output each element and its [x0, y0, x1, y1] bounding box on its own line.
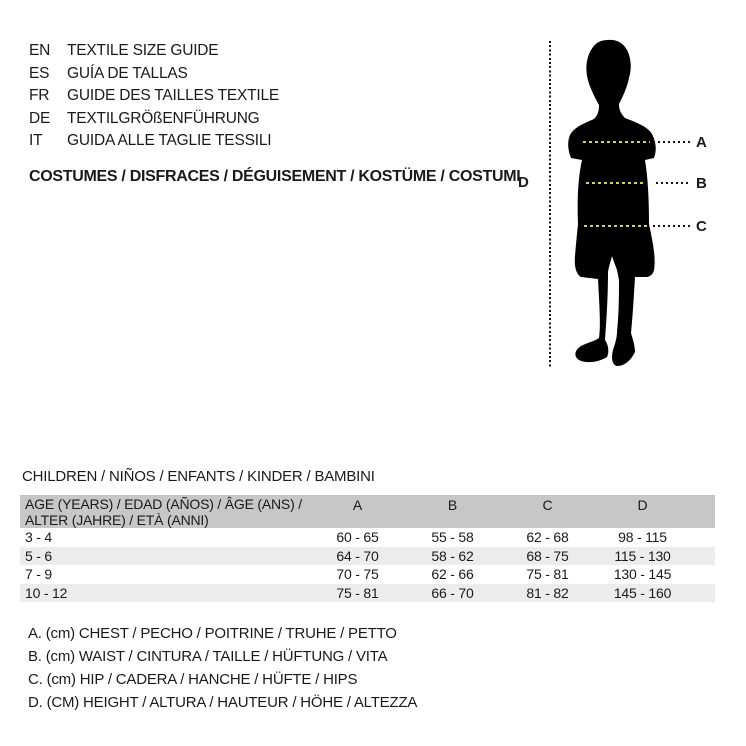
age-cell: 5 - 6 — [25, 547, 53, 564]
language-code: FR — [29, 87, 50, 105]
table-row — [20, 565, 715, 584]
chest-line-extension — [658, 141, 690, 143]
language-code: DE — [29, 109, 51, 127]
table-section-title: CHILDREN / NIÑOS / ENFANTS / KINDER / BAMBINI — [22, 468, 375, 485]
chest-line-on-body — [583, 141, 650, 143]
language-title: GUIDE DES TAILLES TEXTILE — [67, 87, 280, 105]
hip-line-on-body — [584, 225, 650, 227]
hip-cell: 68 - 75 — [526, 547, 569, 564]
table-row — [20, 584, 715, 603]
hip-line-extension — [653, 225, 690, 227]
hip-cell: 81 - 82 — [526, 585, 569, 602]
waist-line-on-body — [586, 182, 644, 184]
age-header-line1: AGE (YEARS) / EDAD (AÑOS) / ÂGE (ANS) / — [25, 496, 302, 512]
language-title: GUÍA DE TALLAS — [67, 64, 188, 82]
measure-label-a: A — [696, 134, 707, 151]
table-row — [20, 547, 715, 566]
size-table — [20, 495, 715, 602]
column-header-a: A — [352, 497, 363, 513]
measurement-legend — [28, 622, 417, 714]
language-title: TEXTILE SIZE GUIDE — [67, 42, 219, 60]
height-cell: 115 - 130 — [614, 547, 671, 564]
language-row-fr — [29, 85, 279, 108]
legend-hip: C. (cm) HIP / CADERA / HANCHE / HÜFTE / HIPS — [28, 671, 358, 688]
height-cell: 130 - 145 — [613, 566, 672, 583]
age-cell: 10 - 12 — [25, 585, 68, 602]
child-silhouette — [557, 38, 669, 370]
age-header-line2: ALTER (JAHRE) / ETÀ (ANNI) — [25, 512, 209, 528]
waist-line-extension — [656, 182, 690, 184]
waist-cell: 66 - 70 — [431, 585, 474, 602]
legend-chest: A. (cm) CHEST / PECHO / POITRINE / TRUHE / PETTO — [28, 625, 397, 642]
column-header-b: B — [447, 497, 458, 513]
legend-waist: B. (cm) WAIST / CINTURA / TAILLE / HÜFTUNG / VITA — [28, 648, 388, 665]
language-row-en — [29, 40, 279, 63]
chest-cell: 60 - 65 — [336, 529, 379, 546]
age-cell: 3 - 4 — [25, 529, 53, 546]
column-header-d: D — [637, 497, 648, 513]
age-column-header — [20, 495, 310, 528]
height-measure-line — [549, 41, 551, 368]
table-header-row — [20, 495, 715, 528]
table-row — [20, 528, 715, 547]
language-code: EN — [29, 42, 51, 60]
chest-cell: 70 - 75 — [336, 566, 379, 583]
measure-label-d: D — [518, 174, 529, 191]
column-header-c: C — [542, 497, 553, 513]
measure-label-c: C — [696, 218, 707, 235]
chest-cell: 64 - 70 — [336, 547, 379, 564]
height-cell: 98 - 115 — [618, 529, 667, 546]
hip-cell: 75 - 81 — [526, 566, 569, 583]
language-row-it — [29, 130, 279, 153]
waist-cell: 55 - 58 — [431, 529, 474, 546]
chest-cell: 75 - 81 — [336, 585, 379, 602]
measure-label-b: B — [696, 175, 707, 192]
waist-cell: 62 - 66 — [431, 566, 474, 583]
language-code: ES — [29, 64, 50, 82]
language-title: TEXTILGRÖßENFÜHRUNG — [67, 109, 260, 127]
hip-cell: 62 - 68 — [526, 529, 569, 546]
age-cell: 7 - 9 — [25, 566, 53, 583]
language-row-es — [29, 63, 279, 86]
language-code: IT — [29, 132, 43, 150]
language-title: GUIDA ALLE TAGLIE TESSILI — [67, 132, 272, 150]
language-list — [29, 40, 279, 153]
category-title: COSTUMES / DISFRACES / DÉGUISEMENT / KOSTÜME / COSTUMI — [29, 168, 521, 185]
waist-cell: 58 - 62 — [431, 547, 474, 564]
language-row-de — [29, 108, 279, 131]
height-cell: 145 - 160 — [613, 585, 672, 602]
legend-height: D. (CM) HEIGHT / ALTURA / HAUTEUR / HÖHE / ALTEZZA — [28, 694, 418, 711]
